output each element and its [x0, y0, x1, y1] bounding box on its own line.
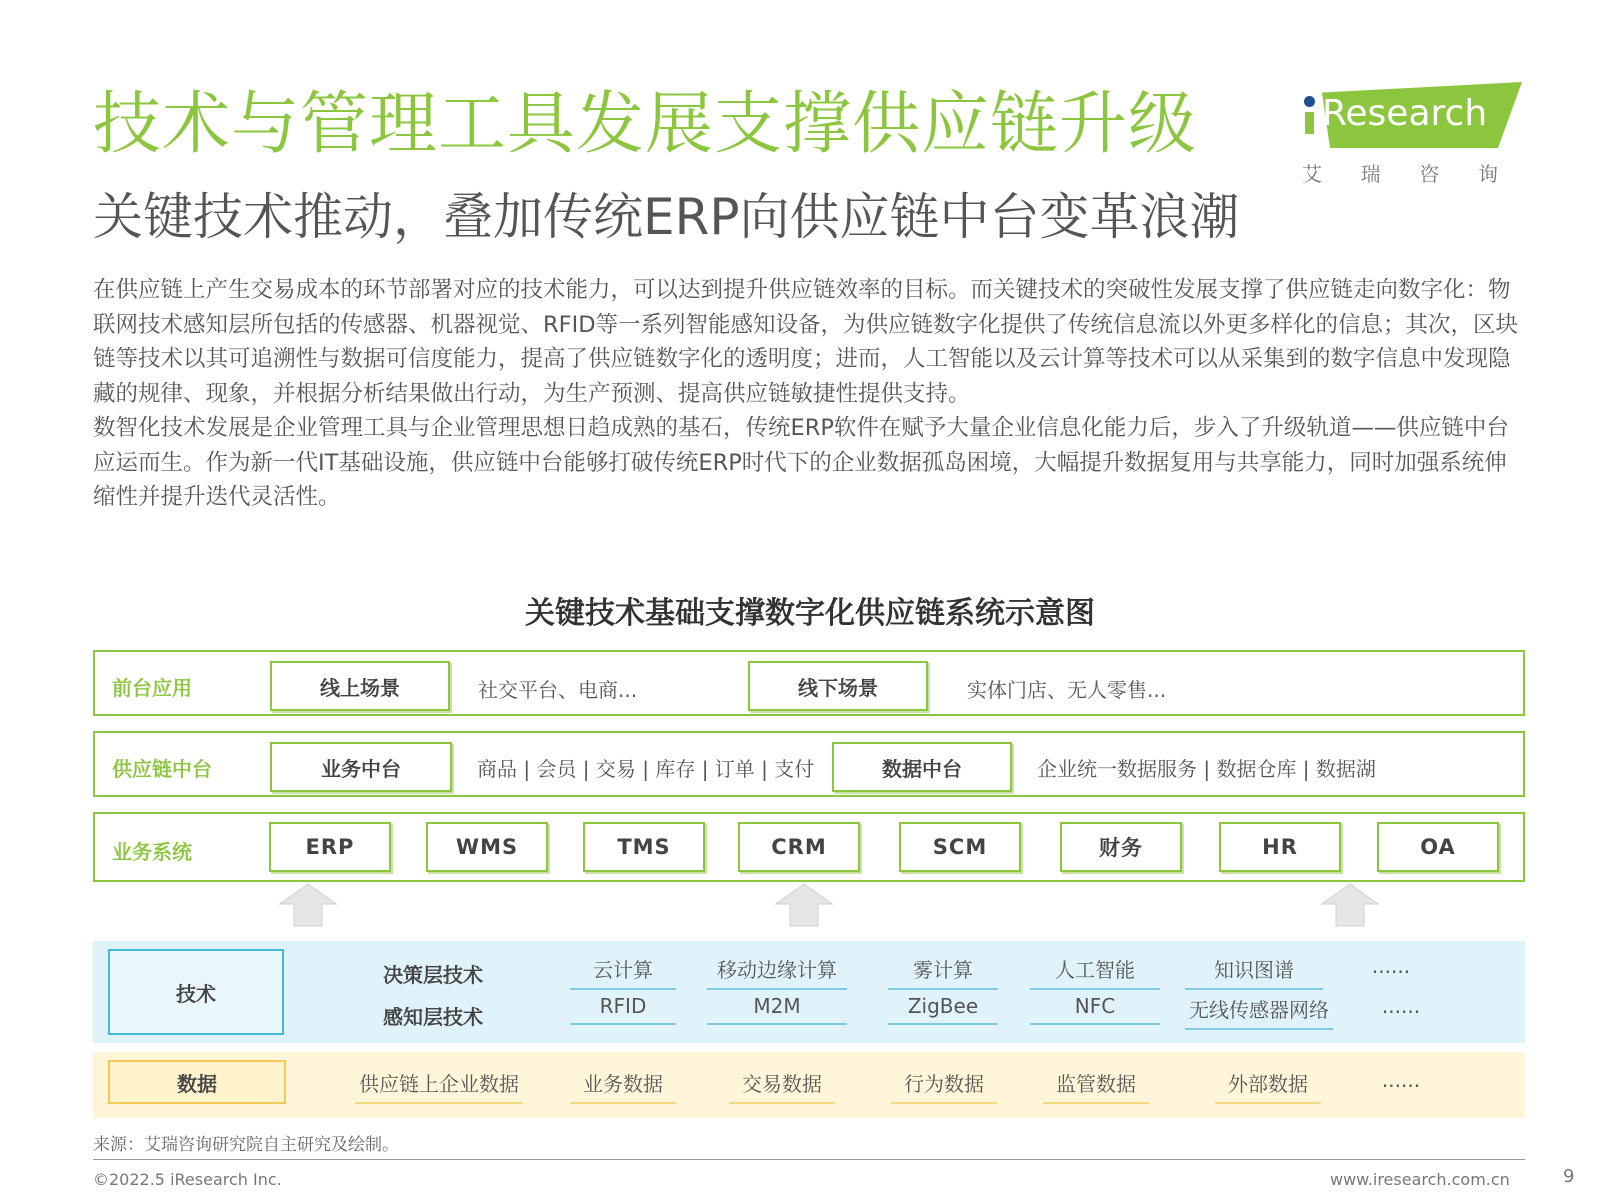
data-item: 交易数据 — [729, 1068, 835, 1104]
decision-tech-item: 知识图谱 — [1185, 954, 1323, 990]
logo-brand-text: Research — [1322, 93, 1488, 134]
data-item: 供应链上企业数据 — [355, 1068, 523, 1104]
source-note: 来源：艾瑞咨询研究院自主研究及绘制。 — [93, 1135, 399, 1155]
logo-cn-char: 艾 — [1302, 162, 1322, 186]
page-number: 9 — [1563, 1166, 1575, 1187]
footer-divider — [93, 1159, 1525, 1160]
diagram-title: 关键技术基础支撑数字化供应链系统示意图 — [525, 596, 1095, 631]
sensing-tech-more: ...... — [1381, 994, 1421, 1018]
data-label-box: 数据 — [108, 1060, 286, 1104]
decision-tech-item: 人工智能 — [1030, 954, 1160, 990]
logo-cn-char: 瑞 — [1360, 162, 1381, 186]
system-crm: CRM — [738, 822, 860, 872]
business-platform-desc: 商品 | 会员 | 交易 | 库存 | 订单 | 支付 — [477, 757, 815, 781]
decision-tech-item: 雾计算 — [888, 954, 998, 990]
system-wms: WMS — [426, 822, 548, 872]
body-paragraph-2: 数智化技术发展是企业管理工具与企业管理思想日趋成熟的基石，传统ERP软件在赋予大量企业信息化能力后，步入了升级轨道——供应链中台应运而生。作为新一代IT基础设施，供应链中台能够打破传统ERP时代下的企业数据孤岛困境，大幅提升数据复用与共享能力，同时加强系统伸缩性并提升迭代灵活性。 — [93, 415, 1509, 510]
sensing-tech-item: NFC — [1030, 994, 1160, 1025]
offline-scene-desc: 实体门店、无人零售... — [967, 678, 1167, 702]
logo-i-stem-icon — [1305, 112, 1314, 134]
data-item-more: ...... — [1381, 1068, 1421, 1092]
iresearch-logo — [1300, 82, 1532, 192]
decision-tech-item: 移动边缘计算 — [707, 954, 847, 990]
layer-front-apps — [93, 650, 1525, 716]
data-item: 外部数据 — [1215, 1068, 1321, 1104]
page-subtitle: 关键技术推动，叠加传统ERP向供应链中台变革浪潮 — [93, 188, 1240, 246]
box-offline-scene: 线下场景 — [748, 661, 928, 711]
data-item: 行为数据 — [891, 1068, 997, 1104]
decision-tech-item: 云计算 — [570, 954, 676, 990]
tech-band — [93, 941, 1525, 1043]
layer-supply-chain-platform — [93, 731, 1525, 797]
tech-label-box: 技术 — [108, 949, 284, 1035]
box-data-platform: 数据中台 — [832, 742, 1012, 792]
sensing-tech-item: ZigBee — [888, 994, 998, 1025]
up-arrow-icon — [774, 882, 834, 928]
data-item: 监管数据 — [1043, 1068, 1149, 1104]
website-link[interactable]: www.iresearch.com.cn — [1330, 1170, 1510, 1189]
layer-label-front: 前台应用 — [112, 676, 192, 700]
system-finance: 财务 — [1060, 822, 1182, 872]
online-scene-desc: 社交平台、电商... — [478, 678, 638, 702]
system-hr: HR — [1219, 822, 1341, 872]
layer-label-systems: 业务系统 — [112, 840, 192, 864]
logo-cn-text — [1302, 158, 1498, 187]
copyright: ©2022.5 iResearch Inc. — [93, 1170, 282, 1189]
logo-cn-char: 咨 — [1419, 162, 1440, 186]
box-business-platform: 业务中台 — [270, 742, 452, 792]
decision-layer-label: 决策层技术 — [383, 963, 483, 987]
sensing-tech-item: 无线传感器网络 — [1185, 994, 1333, 1030]
up-arrow-icon — [1320, 882, 1380, 928]
sensing-tech-item: M2M — [707, 994, 847, 1025]
logo-cn-char: 询 — [1477, 162, 1498, 186]
box-online-scene: 线上场景 — [270, 661, 450, 711]
data-platform-desc: 企业统一数据服务 | 数据仓库 | 数据湖 — [1037, 757, 1376, 781]
system-tms: TMS — [583, 822, 705, 872]
layer-label-platform: 供应链中台 — [112, 757, 212, 781]
data-band — [93, 1052, 1525, 1118]
page-title: 技术与管理工具发展支撑供应链升级 — [93, 85, 1198, 164]
sensing-tech-item: RFID — [570, 994, 676, 1025]
system-scm: SCM — [899, 822, 1021, 872]
system-erp: ERP — [269, 822, 391, 872]
body-paragraph-1: 在供应链上产生交易成本的环节部署对应的技术能力，可以达到提升供应链效率的目标。而关键技术的突破性发展支撑了供应链走向数字化：物联网技术感知层所包括的传感器、机器视觉、RFID等一系列智能感知设备，为供应链数字化提供了传统信息流以外更多样化的信息；其次，区块链等技术以其可追溯性与数据可信度能力，提高了供应链数字化的透明度；进而，人工智能以及云计算等技术可以从采集到的数字信息中发现隐藏的规律、现象，并根据分析结果做出行动，为生产预测、提高供应链敏捷性提供支持。 — [93, 277, 1519, 407]
layer-business-systems — [93, 812, 1525, 882]
logo-i-dot-icon — [1304, 96, 1315, 107]
decision-tech-more: ...... — [1371, 954, 1411, 978]
system-oa: OA — [1377, 822, 1499, 872]
sensing-layer-label: 感知层技术 — [383, 1005, 483, 1029]
up-arrow-icon — [278, 882, 338, 928]
data-item: 业务数据 — [570, 1068, 676, 1104]
